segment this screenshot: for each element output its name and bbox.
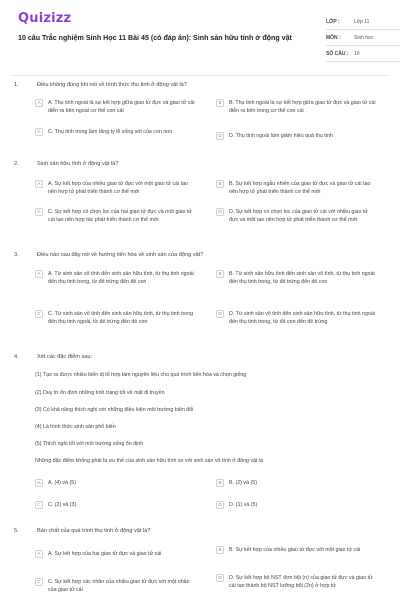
option-letter: B	[216, 180, 224, 188]
option-letter: D	[216, 501, 224, 509]
option-text: A. Thụ tinh ngoài là sự kết hợp giữa giao tử đực và giao tử cái diễn ra bên ngoài cơ thể con cái	[48, 100, 195, 114]
option-letter: A	[35, 479, 43, 487]
quiz-title: 10 câu Trắc nghiệm Sinh Học 11 Bài 45 (có đáp án): Sinh sản hữu tính ở động vật	[18, 34, 292, 42]
question-header	[11, 526, 389, 536]
option-a[interactable]	[35, 270, 196, 286]
option-c[interactable]	[35, 310, 196, 326]
quiz-meta	[326, 14, 400, 62]
meta-key: LỚP :	[326, 18, 340, 25]
option-d[interactable]	[216, 310, 377, 326]
option-text: A. Từ sinh sản vô tính đến sinh sản hữu tính, từ thụ tinh ngoài đến thụ tinh trong, từ đẻ trứng đến đẻ con	[48, 271, 194, 285]
option-text: D. Thụ tinh ngoài làm giảm hiệu quả thụ tinh	[229, 133, 333, 139]
statement: (2) Duy trì ổn định những tính trạng tốt về mặt di truyền	[35, 390, 165, 396]
question-2	[11, 159, 389, 169]
option-d[interactable]	[216, 501, 377, 509]
option-d[interactable]	[216, 208, 377, 224]
question-4	[11, 352, 389, 362]
option-a[interactable]	[35, 479, 196, 487]
option-text: D. Từ sinh sản vô tính đến sinh sản hữu tính, từ thụ tinh ngoài đến thụ tinh trong, từ đẻ con đến đẻ trứng	[229, 311, 375, 325]
quiz-header	[11, 0, 389, 76]
option-d[interactable]	[216, 574, 377, 590]
question-number: 3.	[14, 252, 19, 258]
question-text: Điều không đúng khi nói về hình thức thụ tinh ở động vật là?	[37, 82, 187, 88]
question-header	[11, 250, 389, 260]
option-letter: B	[216, 546, 224, 554]
option-b[interactable]	[216, 180, 377, 196]
option-text: C. Thụ tinh trong làm tăng tỷ lệ sống sót của con non	[48, 129, 173, 135]
option-b[interactable]	[216, 479, 377, 487]
quizizz-logo[interactable]: Quizizz	[18, 11, 72, 26]
option-text: A. Sự kết hợp của nhiều giao tử đực với một giao tử cái tạo nên hợp tử phát triển thành cơ thể mới	[48, 181, 189, 195]
option-c[interactable]	[35, 128, 196, 136]
option-text: D. Sự kết hợp bộ NST đơn bội (n) của giao tử đực và giao tử cái tạo thành bộ NST lưỡng bội (2n) ở hợp tử	[229, 575, 373, 589]
question-3	[11, 250, 389, 260]
option-text: B. Từ sinh sản hữu tính đến sinh sản vô tính, từ thụ tinh ngoài đến thụ tinh trong, từ đẻ trứng đến đẻ con	[229, 271, 375, 285]
option-text: B. Sự kết hợp ngẫu nhiên của giao tử đực và giao tử cái tạo nên hợp tử phát triển thành cơ thể mới	[229, 181, 371, 195]
question-number: 5.	[14, 528, 19, 534]
meta-row-class	[326, 14, 400, 30]
option-c[interactable]	[35, 501, 196, 509]
option-letter: C	[35, 501, 43, 509]
question-5	[11, 526, 389, 536]
option-text: C. Sự kết hợp có chọn lọc của hai giao tử đực và một giao tử cái tạo nên hợp tác phát triển thành cơ thể mới	[48, 209, 192, 223]
option-text: B. Sự kết hợp của nhiều giao tử đực với một giao tử cái	[229, 547, 361, 553]
option-text: C. Từ sinh sản vô tính đến sinh sản hữu tính, từ thụ tinh trong đến thụ tinh ngoài, từ đẻ trứng đến đẻ con	[48, 311, 194, 325]
question-header	[11, 80, 389, 90]
option-letter: B	[216, 270, 224, 278]
meta-row-subject	[326, 30, 400, 46]
option-a[interactable]	[35, 180, 196, 196]
option-letter: D	[216, 574, 224, 582]
option-text: A. Sự kết hợp của hai giao tử đực và giao tử cái	[48, 551, 162, 557]
question-number: 2.	[14, 161, 19, 167]
option-text: D. (1) và (5)	[229, 502, 258, 508]
option-text: C. Sự kết hợp các nhân của nhiều giao tử đực với một nhân của giao tử cái	[48, 579, 190, 593]
option-text: B. (2) và (5)	[229, 480, 257, 486]
statement: (3) Có khả năng thích nghi với những điều kiện môi trường biến đổi	[35, 407, 194, 413]
statement: Những đặc điểm không phải là ưu thế của sinh sản hữu tính so với sinh sản vô tính ở động vật là	[35, 458, 264, 464]
option-text: C. (2) và (3)	[48, 502, 77, 508]
question-text: Bản chất của quá trình thụ tinh ở động vật là?	[37, 528, 151, 534]
question-text: Điều nào sau đây nói về hướng tiến hóa về sinh sản của động vật?	[37, 252, 204, 258]
option-text: A. (4) và (5)	[48, 480, 76, 486]
statement: (1) Tạo ra được nhiều biến dị tổ hợp làm nguyên liệu cho quá trình tiến hóa và chọn giống	[35, 372, 247, 378]
option-a[interactable]	[35, 99, 196, 115]
option-letter: C	[35, 578, 43, 586]
meta-key: SỐ CÂU :	[326, 50, 349, 57]
option-letter: A	[35, 180, 43, 188]
option-d[interactable]	[216, 132, 377, 140]
option-letter: A	[35, 550, 43, 558]
option-letter: D	[216, 132, 224, 140]
statement: (4) Là hình thức sinh sản phổ biến	[35, 424, 116, 430]
question-text: Sinh sản hữu tính ở động vật là?	[37, 161, 119, 167]
question-header	[11, 159, 389, 169]
option-letter: C	[35, 128, 43, 136]
meta-value: Sinh học	[354, 34, 374, 41]
question-number: 4.	[14, 354, 19, 360]
option-letter: B	[216, 479, 224, 487]
option-text: B. Thụ tinh ngoài là sự kết hợp giữa giao tử đực và giao tử cái diễn ra bên trong cơ thể con cái	[229, 100, 376, 114]
question-header	[11, 352, 389, 362]
option-b[interactable]	[216, 270, 377, 286]
option-letter: B	[216, 99, 224, 107]
option-letter: D	[216, 310, 224, 318]
option-letter: A	[35, 270, 43, 278]
meta-key: MÔN :	[326, 34, 341, 41]
option-letter: C	[35, 208, 43, 216]
option-letter: D	[216, 208, 224, 216]
option-c[interactable]	[35, 578, 196, 594]
option-c[interactable]	[35, 208, 196, 224]
option-letter: A	[35, 99, 43, 107]
meta-value: 10	[354, 50, 360, 57]
option-text: D. Sự kết hợp có chọn lọc của giao tử cái với nhiều giao tử đực và một tạo nên hợp tử phát triển thành cơ thể mới	[229, 209, 368, 223]
option-b[interactable]	[216, 546, 377, 554]
meta-value: Lớp 11	[354, 18, 370, 25]
option-letter: C	[35, 310, 43, 318]
meta-row-count	[326, 46, 400, 62]
question-text: Xét các đặc điểm sau:	[37, 354, 93, 360]
option-a[interactable]	[35, 550, 196, 558]
statement: (5) Thích nghi tốt với môi trường sống ổn định	[35, 441, 144, 447]
question-number: 1.	[14, 82, 19, 88]
option-b[interactable]	[216, 99, 377, 115]
question-1	[11, 80, 389, 90]
